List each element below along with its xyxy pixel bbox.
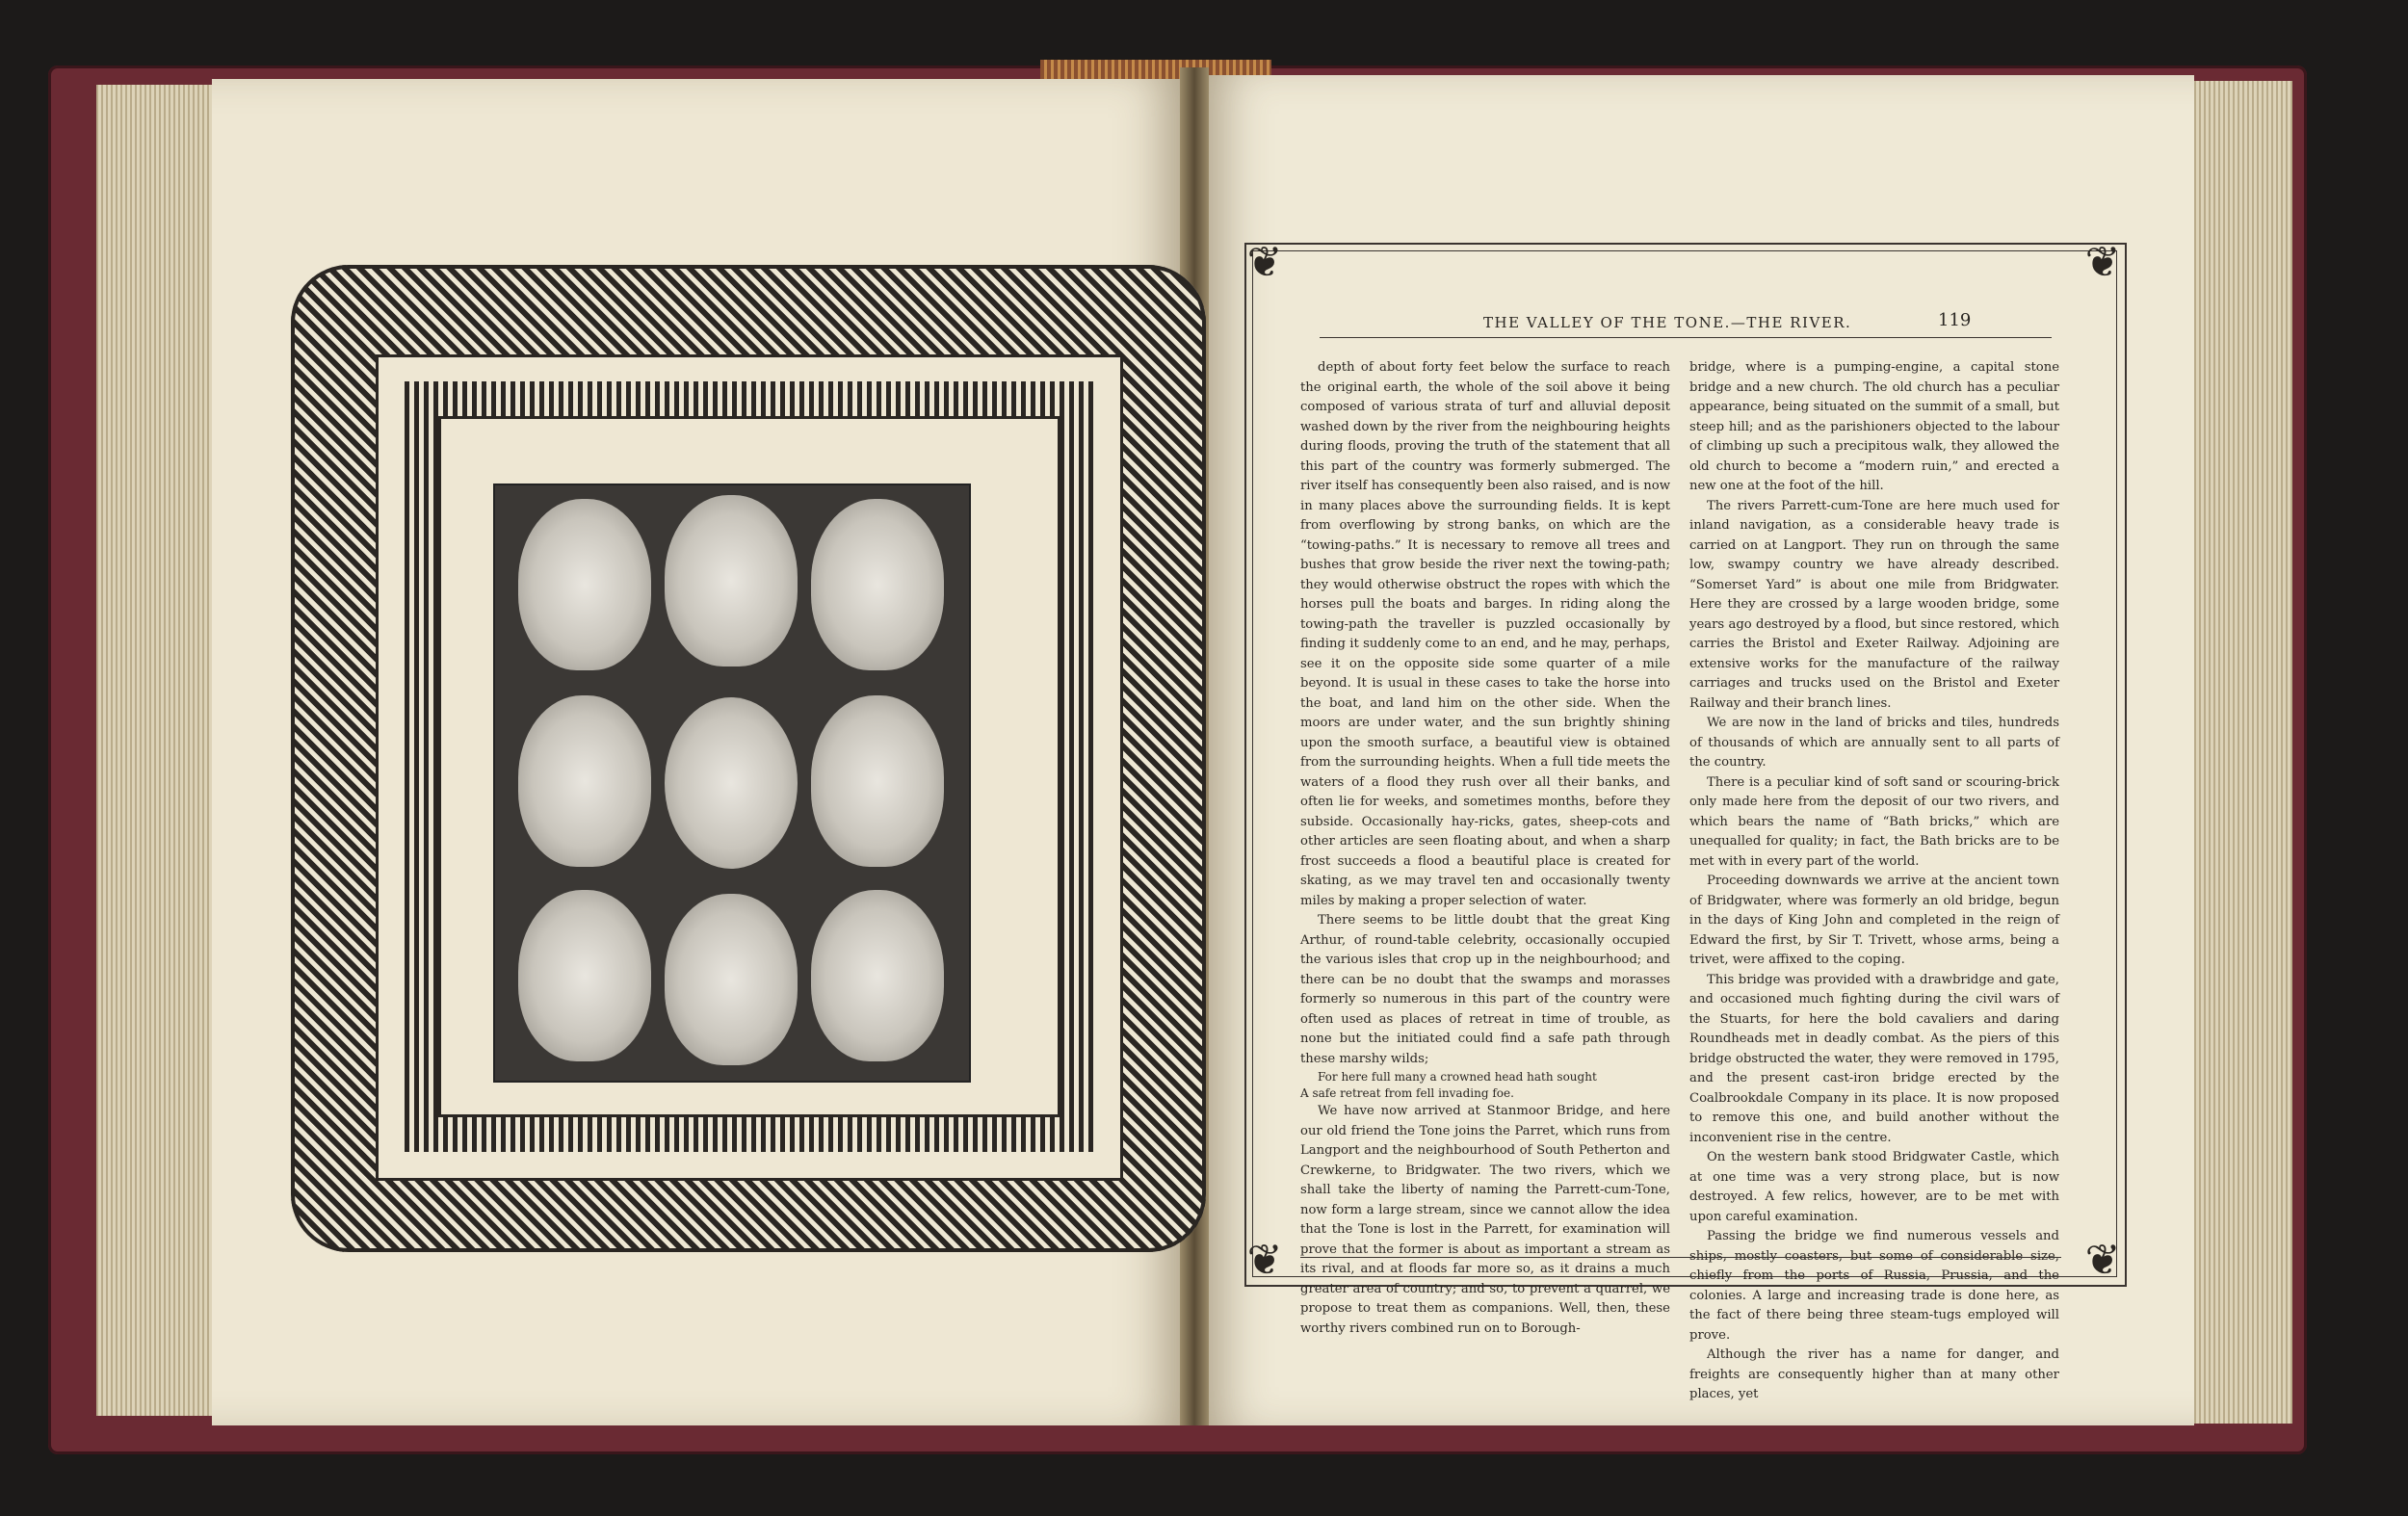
page-edges-left [96,85,231,1416]
paragraph: bridge, where is a pumping-engine, a capital stone bridge and a new church. The old church has a peculiar appearance, being situated on the summit of a small, but steep hill; and as the parishioners objected to the labour of climbing up such a precipitous walk, they allowed the old church to become a “modern ruin,” and erected a new one at the foot of the hill. [1689,360,2059,493]
verse-quote: For here full many a crowned head hath sought A safe retreat from fell invading foe. [1300,1070,1597,1100]
paragraph: Although the river has a name for danger, and freights are consequently higher than at many other places, yet [1689,1347,2059,1401]
vignette-photo [665,697,798,869]
paragraph: Passing the bridge we find numerous vessels and ships, mostly coasters, but some of considerable size, chiefly from the ports of Russia, Prussia, and the colonies. A large and increasing trade is done here, as the fact of there being three steam-tugs employed will prove. [1689,1229,2059,1343]
vignette-photo [518,499,651,670]
vignette-photo [518,695,651,867]
page-edges-right [2177,81,2292,1424]
paragraph: This bridge was provided with a drawbridge and gate, and occasioned much fighting during the civil wars of the Stuarts, for here the bold cavaliers and daring Roundheads met in deadly combat. As the piers of this bridge obstructed the water, they were removed in 1795, and the present cast-iron bridge erected by the Coalbrookdale Company in its place. It is now proposed to remove this one, and build another without the inconvenient rise in the centre. [1689,972,2059,1145]
paragraph: We are now in the land of bricks and tiles, hundreds of thousands of which are annually sent to all parts of the country. [1689,716,2059,770]
page-number: 119 [1938,310,1972,330]
running-head: THE VALLEY OF THE TONE.—THE RIVER. [1483,314,1852,331]
corner-ornament-icon: ❦ [1246,1236,1283,1285]
corner-ornament-icon: ❦ [2084,238,2121,287]
paragraph: We have now arrived at Stanmoor Bridge, and here our old friend the Tone joins the Parret, which runs from Langport and the neighbourhood of South Petherton and Crewkerne, to Bridgwater. The two rivers, which we shall take the liberty of naming the Parrett-cum-Tone, now form a large stream, since we cannot allow the idea that the Tone is lost in the Parrett, for examination will prove that the former is about as important a stream as its rival, and at floods far more so, as it drains a much greater area of country; and so, to prevent a quarrel, we propose to treat them as companions. Well, then, these worthy rivers combined run on to Borough- [1300,1104,1670,1336]
vignette-photo [811,695,944,867]
bottom-rule [1300,1257,2061,1258]
photograph-montage [493,484,971,1083]
paragraph: There is a peculiar kind of soft sand or scouring-brick only made here from the deposit of our two rivers, and which bears the name of “Bath bricks,” which are unequalled for quality; in fact, the Bath bricks are to be met with in every part of the world. [1689,774,2059,869]
vignette-photo [811,890,944,1061]
corner-ornament-icon: ❦ [2084,1236,2121,1285]
vignette-photo [665,894,798,1065]
text-column-left [1300,358,1670,1339]
corner-ornament-icon: ❦ [1246,238,1283,287]
paragraph: The rivers Parrett-cum-Tone are here much used for inland navigation, as a considerable heavy trade is carried on at Langport. They run on through the same low, swampy country we have already described. “Somerset Yard” is about one mile from Bridgwater. Here they are crossed by a large wooden bridge, some years ago destroyed by a flood, but since restored, which carries the Bristol and Exeter Railway. Adjoining are extensive works for the manufacture of the railway carriages and trucks used on the Bristol and Exeter Railway and their branch lines. [1689,498,2059,711]
text-column-right [1689,358,2059,1405]
vignette-photo [665,495,798,667]
paragraph: depth of about forty feet below the surface to reach the original earth, the whole of the soil above it being composed of various strata of turf and alluvial deposit washed down by the river from the neighbouring heights during floods, proving the truth of the statement that all this part of the country was formerly submerged. The river itself has consequently been also raised, and is now in many places above the surrounding fields. It is kept from overflowing by strong banks, on which are the “towing-paths.” It is necessary to remove all trees and bushes that grow beside the river next the towing-path; they would otherwise obstruct the ropes with which the horses pull the boats and barges. In riding along the towing-path the traveller is puzzled occasionally by finding it suddenly come to an end, and he may, perhaps, see it on the opposite side some quarter of a mile beyond. It is usual in these cases to take the horse into the boat, and land him on the other side. When the moors are under water, and the sun brightly shining upon the smooth surface, a beautiful view is obtained from the surrounding heights. When a full tide meets the waters of a flood they rush over all their banks, and often lie for weeks, and sometimes months, before they subside. Occasionally hay-ricks, gates, sheep-cots and other articles are seen floating about, and when a sharp frost succeeds a flood a beautiful place is created for skating, as we may travel ten and occasionally twenty miles by making a proper selection of water. [1300,360,1670,908]
paragraph: There seems to be little doubt that the great King Arthur, of round-table celebrity, occasionally occupied the various isles that crop up in the neighbourhood; and there can be no doubt that the swamps and morasses formerly so numerous in this part of the country were often used as places of retreat in time of trouble, as none but the initiated could find a safe path through these marshy wilds; [1300,913,1670,1066]
vignette-photo [811,499,944,670]
vignette-photo [518,890,651,1061]
paragraph: On the western bank stood Bridgwater Castle, which at one time was a very strong place, but is now destroyed. A few relics, however, are to be met with upon careful examination. [1689,1150,2059,1224]
paragraph: Proceeding downwards we arrive at the ancient town of Bridgwater, where was formerly an old bridge, begun in the days of King John and completed in the reign of Edward the first, by Sir T. Trivett, whose arms, being a trivet, were affixed to the coping. [1689,874,2059,967]
